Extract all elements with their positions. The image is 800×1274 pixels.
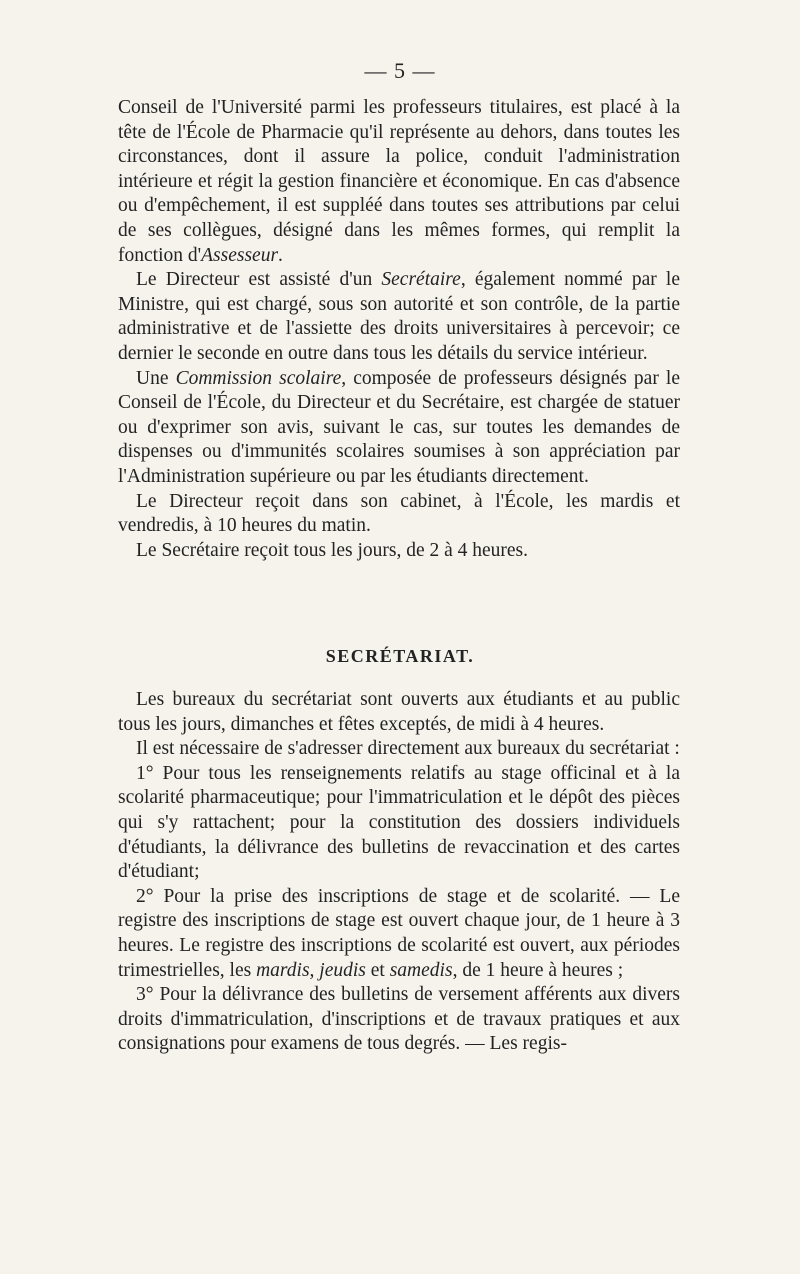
- paragraph-text: Conseil de l'Université parmi les professeurs titulaires, est placé à la tête de l'École de Pharmacie qu'il représente au dehors, dans toutes les circonstances, dont il assure la police, conduit l'administration intérieure et régit la gestion financière et économique. En cas d'absence ou d'empêchement, il est suppléé dans toutes ses attributions par celui de ses collègues, désigné dans les mêmes formes, qui remplit la fonction d': [118, 97, 680, 266]
- paragraph-text-end: , composée de professeurs désignés par le Conseil de l'École, du Directeur et du Secrétaire, est chargée de statuer ou d'exprimer son avis, suivant le cas, sur toutes les demandes de dispenses ou d'immunités scolaires soumises à son appréciation par l'Administration supérieure ou par les étudiants directement.: [118, 367, 680, 487]
- paragraph-text: Une: [136, 367, 176, 389]
- paragraph-item-2: [118, 885, 680, 983]
- page-number: — 5 —: [364, 58, 436, 83]
- paragraph-text: 2° Pour la prise des inscriptions de stage et de scolarité. — Le registre des inscriptions de stage est ouvert chaque jour, de 1 heure à 3 heures. Le registre des inscriptions de scolarité est ouvert, aux périodes trimestrielles, les: [118, 885, 680, 981]
- paragraph-director-duties: [118, 96, 680, 268]
- paragraph-text-end: .: [278, 244, 283, 266]
- directorate-text-block: [118, 96, 680, 563]
- paragraph-item-3: 3° Pour la délivrance des bulletins de versement afférents aux divers droits d'immatriculation, d'inscriptions et de travaux pratiques et aux consignations pour examens de tous degrés. — Les regis-: [118, 984, 680, 1055]
- paragraph-office-hours: Les bureaux du secrétariat sont ouverts aux étudiants et au public tous les jours, dimanches et fêtes exceptés, de midi à 4 heures.: [118, 689, 680, 735]
- paragraph-text: Le Directeur est assisté d'un: [136, 269, 382, 291]
- italic-term-assesseur: Assesseur: [201, 244, 279, 266]
- paragraph-text-end: , de 1 heure à heures ;: [452, 959, 624, 981]
- italic-saturday: samedis: [389, 959, 453, 981]
- paragraph-secretary-hours: Le Secrétaire reçoit tous les jours, de 2 à 4 heures.: [136, 539, 529, 561]
- italic-term-commission: Commission scolaire: [175, 367, 342, 389]
- paragraph-commission: [118, 367, 680, 490]
- paragraph-director-hours: Le Directeur reçoit dans son cabinet, à l'École, les mardis et vendredis, à 10 heures du matin.: [118, 490, 680, 537]
- secretariat-text-block: [118, 688, 680, 1057]
- italic-days: mardis, jeudis: [256, 959, 366, 981]
- paragraph-item-1: 1° Pour tous les renseignements relatifs au stage officinal et à la scolarité pharmaceutique; pour l'immatriculation et le dépôt des pièces qui s'y rattachent; pour la constitution des dossiers individuels d'étudiants, la délivrance des bulletins de revaccination et des cartes d'étudiant;: [118, 762, 680, 883]
- paragraph-secretary: [118, 268, 680, 366]
- paragraph-text: et: [365, 959, 390, 981]
- paragraph-address-offices: Il est nécessaire de s'adresser directement aux bureaux du secrétariat :: [136, 738, 680, 760]
- section-heading: SECRÉTARIAT.: [325, 646, 475, 666]
- paragraph-text-end: , également nommé par le Ministre, qui est chargé, sous son autorité et son contrôle, de la partie administrative et de l'assiette des droits universitaires à percevoir; ce dernier le seconde en outre dans tous les détails du service intérieur.: [118, 269, 680, 364]
- italic-term-secretaire: Secrétaire: [381, 269, 461, 291]
